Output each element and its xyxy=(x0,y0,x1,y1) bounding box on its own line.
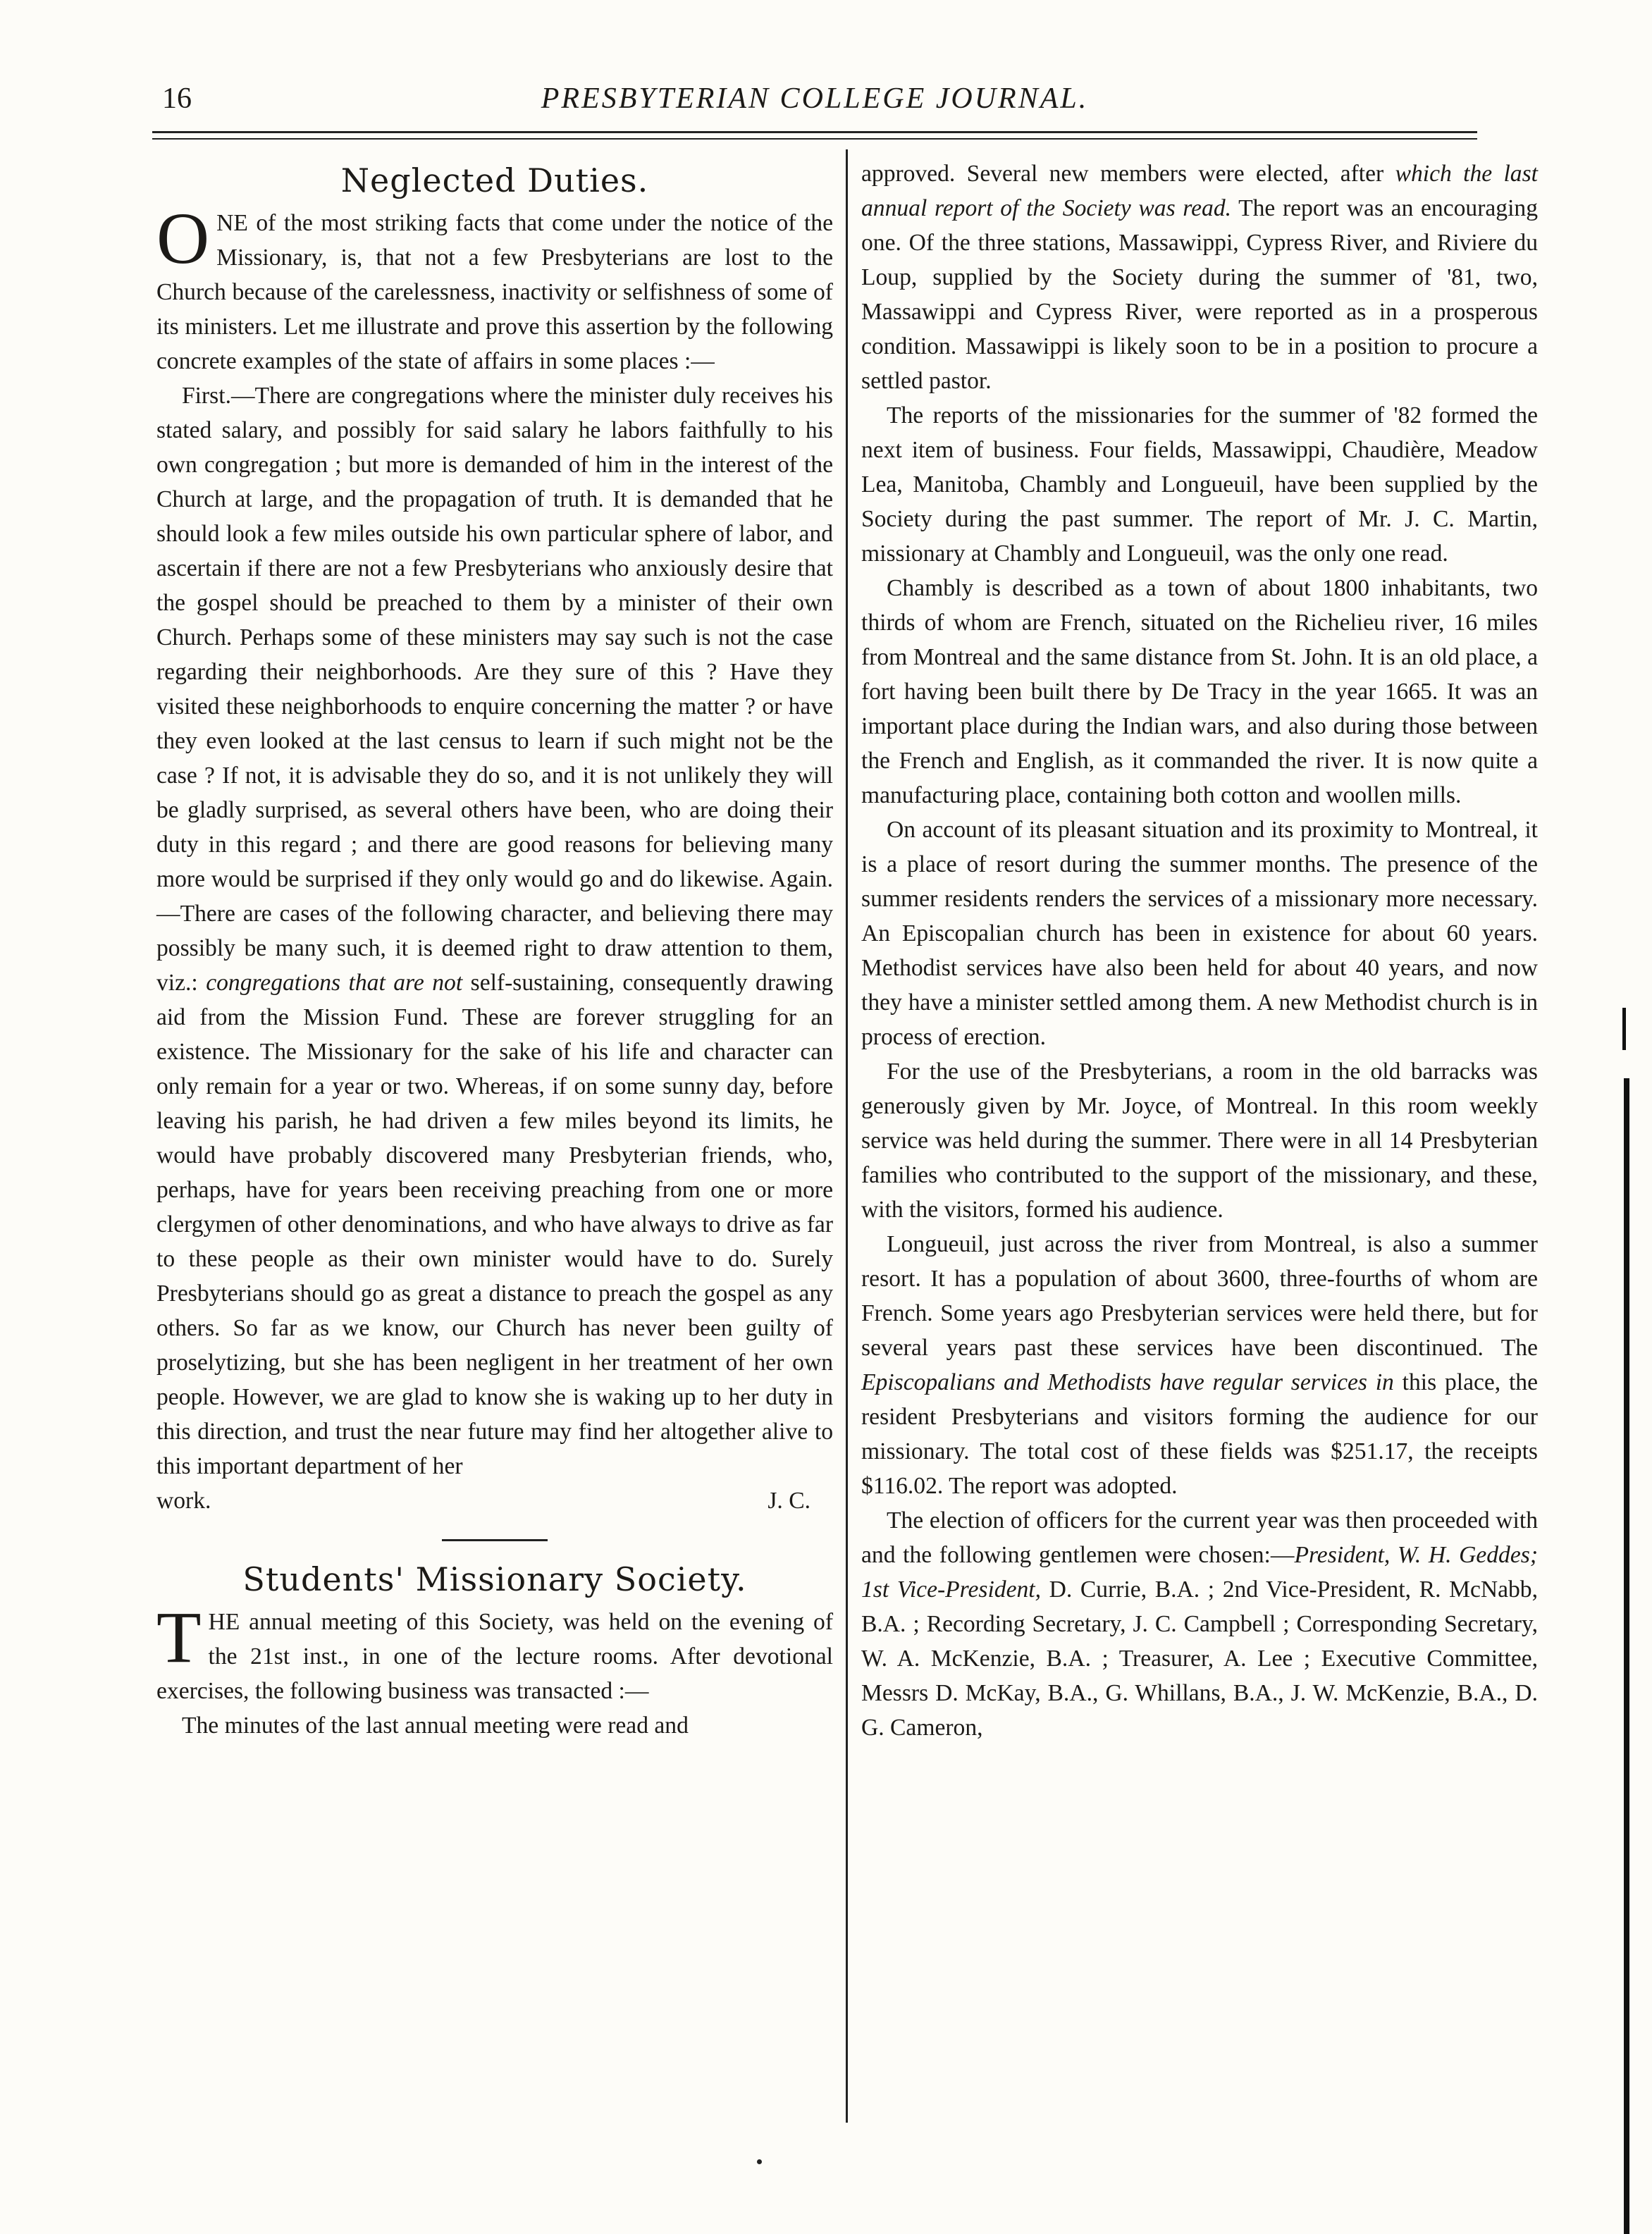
right-paragraph-3: Chambly is described as a town of about 1800 inhabitants, two thirds of whom are French, situated on the Richelieu river, 16 miles from Montreal and the same distance from St. John. It is an old place, a fort having been built there by De Tracy in the year 1665. It was an important place during the Indian wars, and also during those between the French and English, as it commanded the river. It is now quite a manufacturing place, containing both cotton and woollen mills. xyxy=(861,575,1538,808)
article2-paragraph-2: The minutes of the last annual meeting were read and xyxy=(182,1712,689,1739)
page-number: 16 xyxy=(162,82,192,115)
author-signature: J. C. xyxy=(768,1488,810,1514)
article1-closing-line xyxy=(156,1483,833,1518)
page-speck xyxy=(757,2159,762,2164)
article1-paragraph-1: ONE of the most striking facts that come under the notice of the Missionary, is, that not a few Presbyterians are lost to the Church because of the carelessness, inactivity or selfishness of some of its ministers. Let me illustrate and prove this assertion by the following concrete examples of the state of affairs in some places :— xyxy=(156,198,833,374)
right-paragraph-4: On account of its pleasant situation and its proximity to Montreal, it is a place of resort during the summer months. The presence of the summer residents renders the services of a missionary more necessary. An Episcopalian church has been in existence for about 60 years. Methodist services have also been held for about 40 years, and now they have a minister settled among them. A new Methodist church is in process of erection. xyxy=(861,817,1538,1050)
running-title: PRESBYTERIAN COLLEGE JOURNAL. xyxy=(541,82,1089,115)
dropcap-t: T xyxy=(156,1597,202,1678)
article2-paragraph-1: THE annual meeting of this Society, was held on the evening of the 21st inst., in one of the lecture rooms. After devotional exercises, the following business was transacted :— xyxy=(156,1597,833,1704)
left-column xyxy=(156,156,833,1743)
dropcap-o: O xyxy=(156,198,210,279)
right-paragraph-2: The reports of the missionaries for the summer of '82 formed the next item of business. Four fields, Massawippi, Chaudière, Meadow Lea, Manitoba, Chambly and Longueuil, have been supplied by the Society during the past summer. The report of Mr. J. C. Martin, missionary at Chambly and Longueuil, was the only one read. xyxy=(861,402,1538,567)
article1-paragraph-2: First.—There are congregations where the minister duly receives his stated salary, and possibly for said salary he labors faithfully to his own congregation ; but more is demanded of him in the interest of the Church at large, and the propagation of truth. It is demanded that he should look a few miles outside his own particular sphere of labor, and ascertain if there are not a few Presbyterians who anxiously desire that the gospel should be preached to them by a minister of their own Church. Perhaps some of these ministers may say such is not the case regarding their neighborhoods. Are they sure of this ? Have they visited these neighborhoods to enquire concerning the matter ? or have they even looked at the last census to learn if such might not be the case ? If not, it is advisable they do so, and it is not unlikely they will be gladly surprised, as several others have been, who are doing their duty in this regard ; and there are good reasons for believing many more would be surprised if they only would go and do likewise. Again.—There are cases of the following character, and believing there may possibly be many such, it is deemed right to draw attention to them, viz.: congregations that are not self-sustaining, consequently drawing aid from the Mission Fund. These are forever struggling for an existence. The Missionary for the sake of his life and character can only remain for a year or two. Whereas, if on some sunny day, before leaving his parish, he had driven a few miles beyond its limits, he would have probably discovered many Presbyterian friends, who, perhaps, have for years been receiving preaching from one or more clergymen of other denominations, and who have always to drive as far to these people as their own minister would have to do. Surely Presbyterians should go as great a distance to preach the gospel as any others. So far as we know, our Church has never been guilty of proselytizing, but she has been negligent in her treatment of her own people. However, we are glad to know she is waking up to her duty in this direction, and trust the near future may find her altogether alive to this important department of her xyxy=(156,383,833,1479)
right-paragraph-7: The election of officers for the current year was then proceeded with and the following gentlemen were chosen:—President, W. H. Geddes; 1st Vice-President, D. Currie, B.A. ; 2nd Vice-President, R. McNabb, B.A. ; Recording Secretary, J. C. Campbell ; Corresponding Secretary, W. A. McKenzie, B.A. ; Treasurer, A. Lee ; Executive Committee, Messrs D. McKay, B.A., G. Whillans, B.A., J. W. McKenzie, B.A., D. G. Cameron, xyxy=(861,1507,1538,1741)
scan-edge-bar xyxy=(1624,1078,1629,2234)
article-title-students-missionary-society: Students' Missionary Society. xyxy=(242,1560,747,1598)
italic-phrase: congregations that are not xyxy=(206,970,463,996)
right-column xyxy=(861,156,1538,1745)
right-paragraph-5: For the use of the Presbyterians, a room in the old barracks was generously given by Mr. Joyce, of Montreal. In this room weekly service was held during the summer. There were in all 14 Presbyterian families who contributed to the support of the missionary, and these, with the visitors, formed his audience. xyxy=(861,1059,1538,1223)
closing-word: work. xyxy=(156,1488,211,1514)
scan-edge-mark xyxy=(1622,1008,1626,1050)
running-header xyxy=(152,79,1477,121)
right-paragraph-6: Longueuil, just across the river from Montreal, is also a summer resort. It has a population of about 3600, three-fourths of whom are French. Some years ago Presbyterian services were held there, but for several years past these services have been discontinued. The Episcopalians and Methodists have regular services in this place, the resident Presbyterians and visitors forming the audience for our missionary. The total cost of these fields was $251.17, the receipts $116.02. The report was adopted. xyxy=(861,1231,1538,1499)
header-rule-bottom xyxy=(152,138,1477,140)
article-title-neglected-duties: Neglected Duties. xyxy=(340,161,649,199)
column-divider xyxy=(846,149,848,2123)
right-paragraph-1: approved. Several new members were elected, after which the last annual report of the Society was read. The report was an encouraging one. Of the three stations, Massawippi, Cypress River, and Riviere du Loup, supplied by the Society during the summer of '81, two, Massawippi and Cypress River, were reported as in a prosperous condition. Massawippi is likely soon to be in a position to procure a settled pastor. xyxy=(861,161,1538,394)
header-rule-top xyxy=(152,131,1477,133)
section-separator xyxy=(442,1539,548,1541)
